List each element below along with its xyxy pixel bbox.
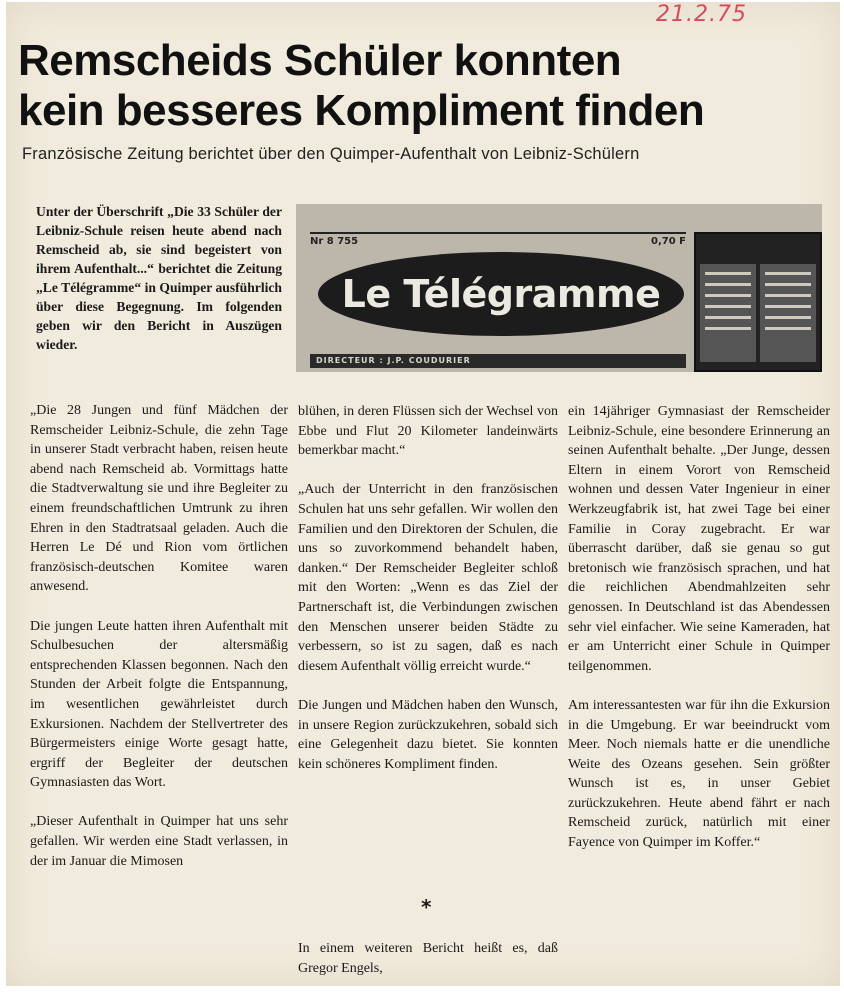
article-column-1 bbox=[30, 401, 288, 891]
handwritten-date: 21.2.75 bbox=[656, 2, 747, 27]
article-paragraph: Die jungen Leute hatten ihren Aufenthalt mit Schulbesuchen der altersmäßig entsprechenden Klassen begonnen. Nach den Stunden der Arbeit folgte die Entspannung, im wesentlichen gewährleistet durch Exkursionen. Nachdem der Stellvertreter des Bürgermeisters einige Worte gesagt hatte, ergriff der Begleiter der deutschen Gymnasiasten das Wort. bbox=[30, 618, 288, 791]
masthead-index-box bbox=[694, 232, 822, 372]
headline bbox=[18, 36, 828, 136]
article-paragraph: blühen, in deren Flüssen sich der Wechsel von Ebbe und Flut 20 Kilometer landeinwärts bemerkbar macht.“ bbox=[298, 404, 558, 459]
masthead-logo bbox=[318, 252, 684, 336]
article-paragraph: „Auch der Unterricht in den französischen Schulen hat uns sehr gefallen. Wir wollen den Familien und den Direktoren der Schulen, die uns so zuvorkommend behandelt haben, danken.“ Der Remscheider Begleiter schloß mit den Worten: „Wenn es das Ziel der Partnerschaft ist, die Verbindungen zwischen den Menschen unserer beiden Städte zu verbessern, so ist zu sagen, daß es nach diesem Aufenthalt völlig erreicht wurde.“ bbox=[298, 482, 558, 674]
article-paragraph: „Dieser Aufenthalt in Quimper hat uns sehr gefallen. Wir werden eine Stadt verlassen, in der im Januar die Mimosen bbox=[30, 814, 288, 869]
masthead-price: 0,70 F bbox=[651, 236, 686, 247]
masthead-issue: Nr 8 755 bbox=[310, 236, 359, 247]
masthead-name: Le Télégramme bbox=[341, 272, 661, 316]
masthead-index-column bbox=[760, 264, 816, 362]
article-column-2 bbox=[298, 402, 558, 794]
masthead-photo bbox=[296, 204, 822, 372]
section-separator: * bbox=[421, 895, 432, 919]
headline-line-2: kein besseres Kompliment finden bbox=[18, 86, 705, 135]
article-paragraph: „Die 28 Jungen und fünf Mädchen der Remscheider Leibniz-Schule, die zehn Tage in unserer Stadt verbracht haben, reisen heute abend nach Remscheid ab. Vormittags hatte die Stadtverwaltung sie und ihre Begleiter zu einem freundschaftlichen Umtrunk zu ihren Ehren in den Stadtratsaal geladen. Auch die Herren Le Dé und Rion vom örtlichen französisch-deutschen Komitee waren anwesend. bbox=[30, 403, 288, 595]
masthead-index-column bbox=[700, 264, 756, 362]
article-paragraph: ein 14jähriger Gymnasiast der Remscheider Leibniz-Schule, eine besondere Erinnerung an seinen Aufenthalt behalte. „Der Junge, dessen Eltern in einem Vorort von Remscheid wohnen und dessen Vater Ingenieur in einer Werkzeugfabrik ist, hat zwei Tage bei einer Familie in Coray zugebracht. Er war überrascht darüber, daß sie genau so gut bretonisch wie französisch sprachen, und hat die reichlichen Abendmahlzeiten sehr genossen. In Deutschland ist das Abendessen sehr viel einfacher. Wie seine Kameraden, hat er am Unterricht einer Schule in Quimper teilgenommen. bbox=[568, 404, 830, 674]
article-paragraph: Die Jungen und Mädchen haben den Wunsch, in unsere Region zurückzukehren, sobald sich eine Gelegenheit dazu bietet. Sie konnten kein schöneres Kompliment finden. bbox=[298, 697, 558, 772]
article-paragraph: Am interessantesten war für ihn die Exkursion in die Umgebung. Er war beeindruckt vom Meer. Noch niemals hatte er die unendliche Weite des Ozeans gesehen. Sein größter Wunsch ist es, in unser Gebiet zurückzukehren. Heute abend fährt er nach Remscheid zurück, natürlich mit einer Fayence von Quimper im Koffer.“ bbox=[568, 697, 830, 851]
masthead-director: DIRECTEUR : J.P. COUDURIER bbox=[310, 354, 686, 368]
headline-line-1: Remscheids Schüler konnten bbox=[18, 36, 622, 85]
subheadline: Französische Zeitung berichtet über den Quimper-Aufenthalt von Leibniz-Schülern bbox=[22, 145, 640, 163]
article-column-3 bbox=[568, 402, 830, 872]
intro-paragraph: Unter der Überschrift „Die 33 Schüler der Leibniz-Schule reisen heute abend nach Remscheid ab, sie sind begeistert von ihrem Aufenthalt...“ berichtet die Zeitung „Le Télégramme“ in Quimper ausführlich über diese Begegnung. Im folgenden geben wir den Bericht in Auszügen wieder. bbox=[36, 204, 282, 352]
article-paragraph: In einem weiteren Bericht heißt es, daß Gregor Engels, bbox=[298, 941, 558, 976]
masthead-topline bbox=[310, 232, 686, 250]
